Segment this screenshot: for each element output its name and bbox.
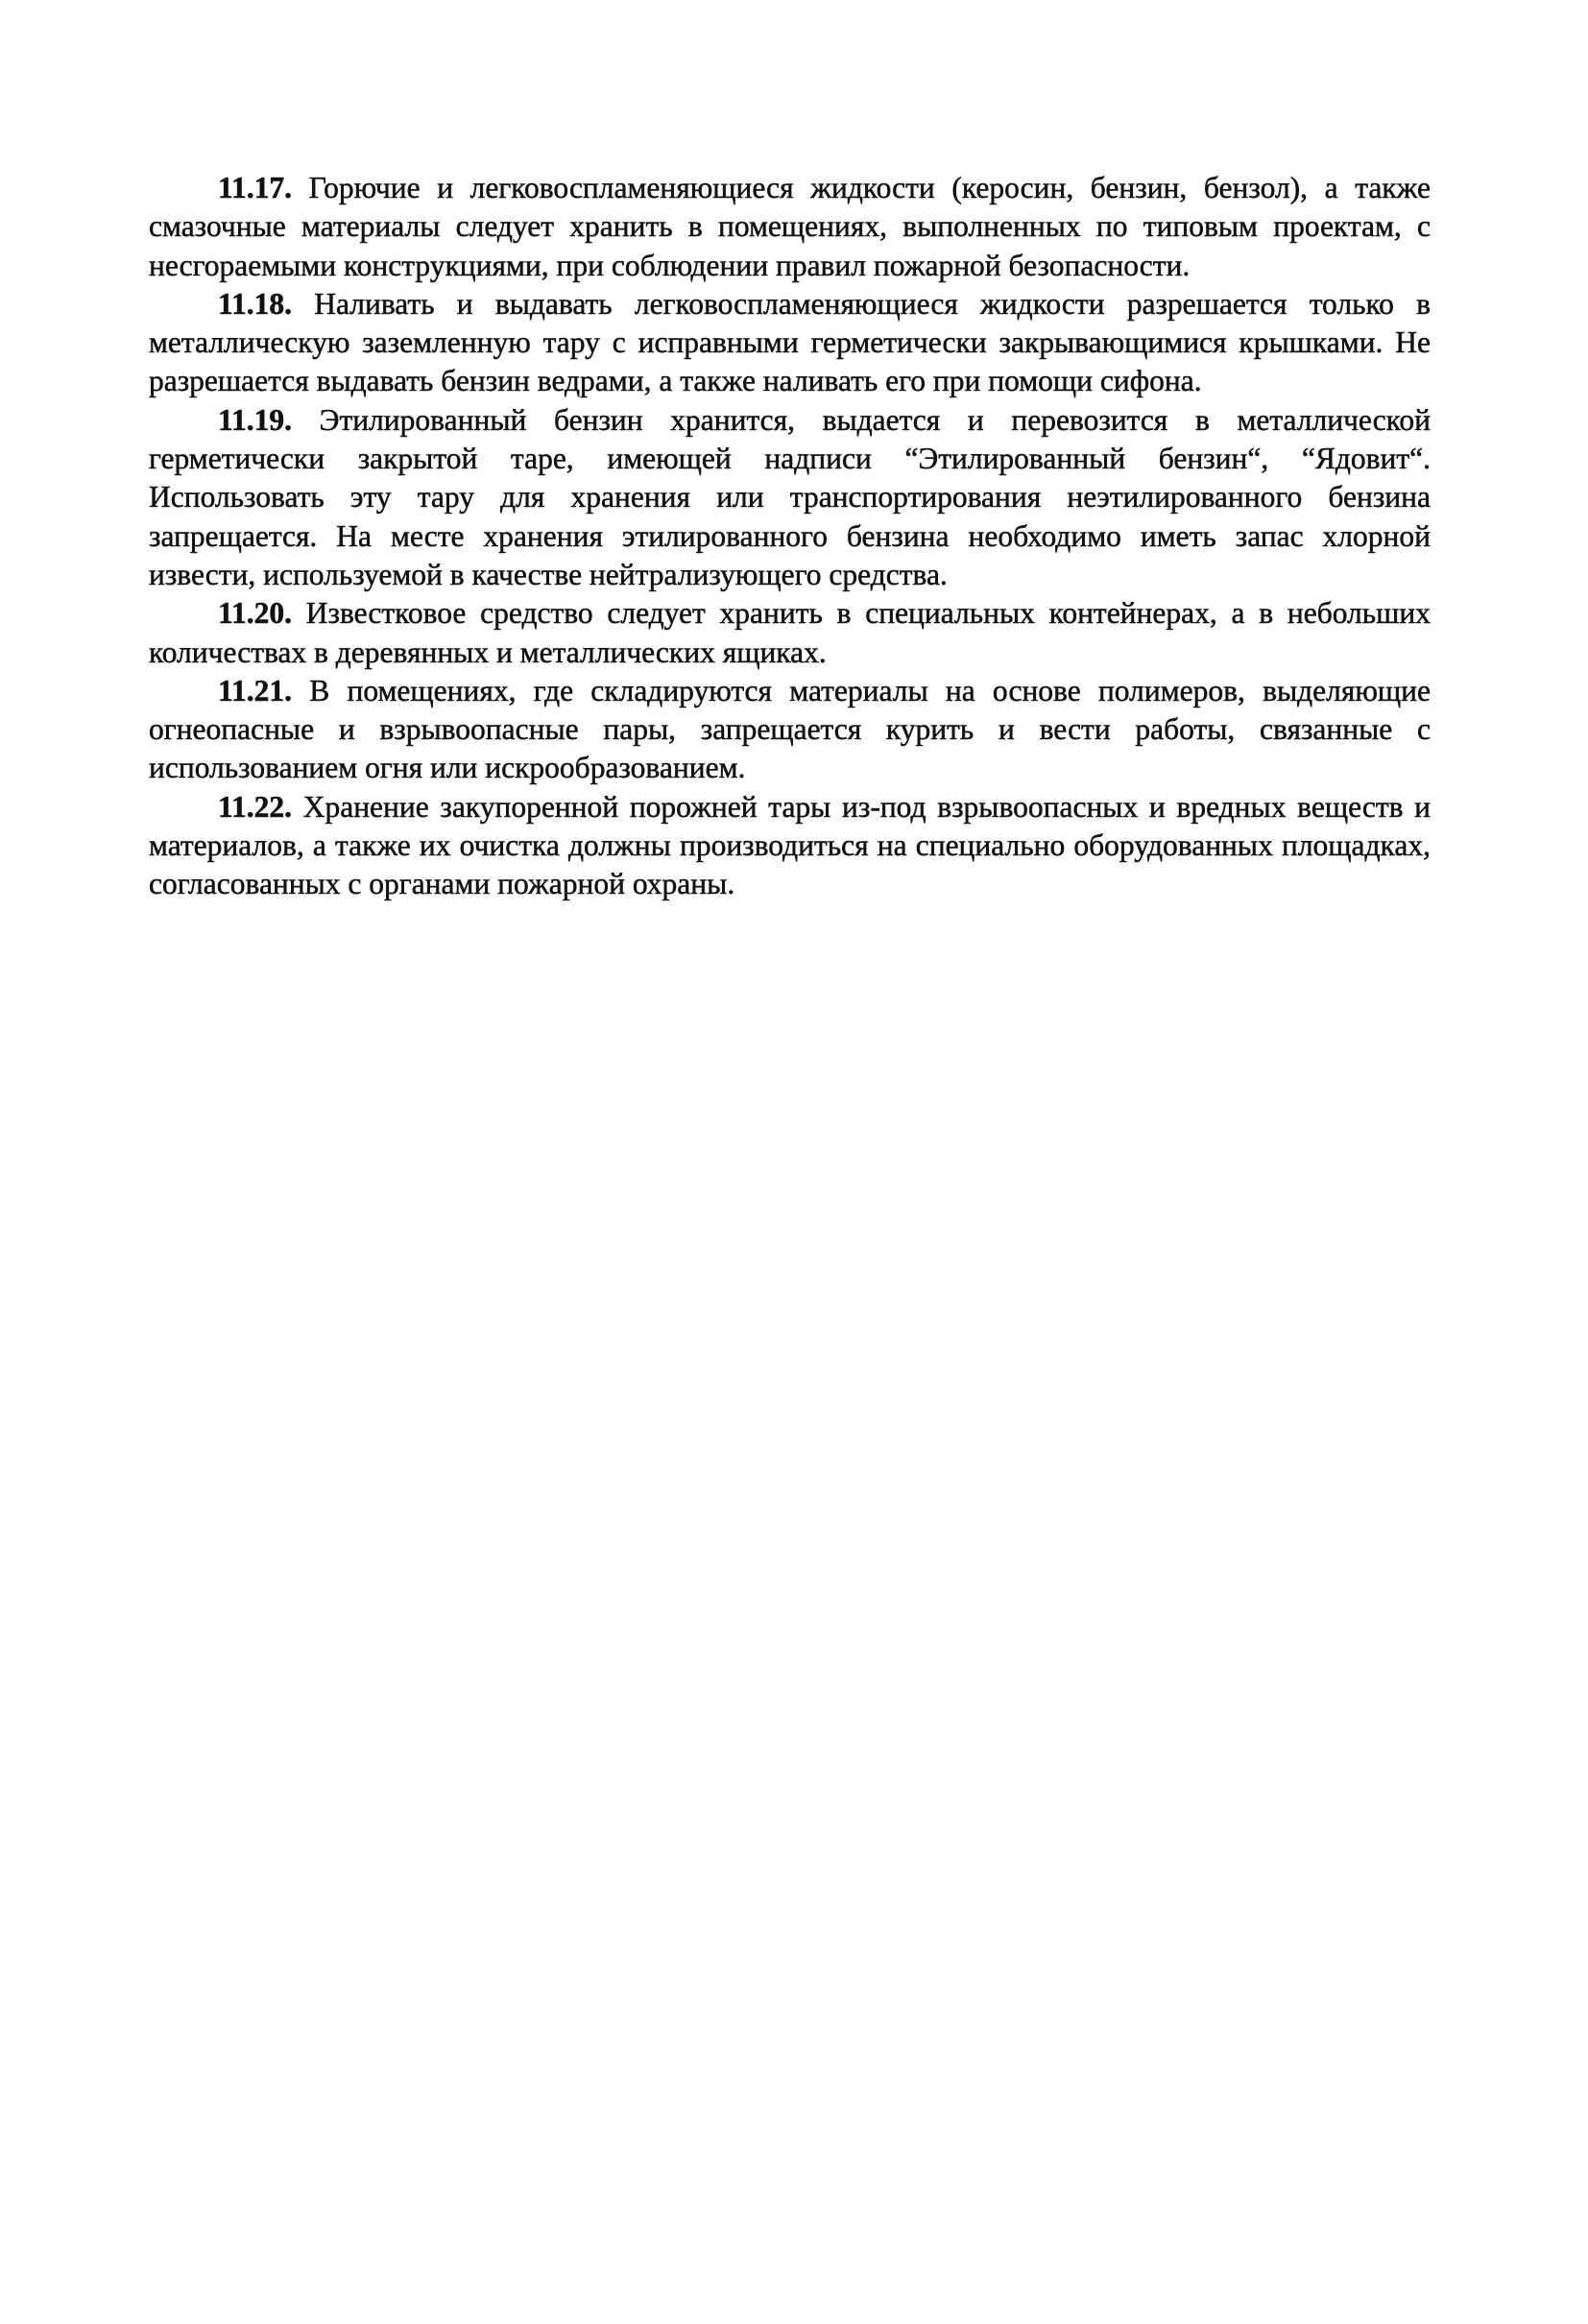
paragraph-11-20 (149, 594, 1431, 672)
paragraph-number: 11.22. (218, 789, 293, 824)
paragraph-11-19 (149, 401, 1431, 594)
document-body (149, 169, 1431, 904)
paragraph-text: Наливать и выдавать легковоспламеняющиеся жидкости разрешается только в металлическую заземленную тару с исправными герметически закрывающимися крышками. Не разрешается выдавать бензин ведрами, а также наливать его при помощи сифона. (149, 286, 1432, 398)
paragraph-11-17 (149, 169, 1431, 285)
paragraph-number: 11.20. (218, 596, 293, 631)
paragraph-number: 11.18. (218, 286, 293, 321)
paragraph-11-21 (149, 672, 1431, 788)
paragraph-number: 11.19. (218, 402, 293, 437)
paragraph-text: В помещениях, где складируются материалы на основе полимеров, выделяющие огнеопасные и взрывоопасные пары, запрещается курить и вести работы, связанные с использованием огня или искрообразованием. (149, 673, 1431, 785)
paragraph-text: Этилированный бензин хранится, выдается и перевозится в металлической герметически закрытой таре, имеющей надписи “Этилированный бензин“, “Ядовит“. Использовать эту тару для хранения или транспортирования неэтилированного бензина запрещается. На месте хранения этилированного бензина необходимо иметь запас хлорной извести, используемой в качестве нейтрализующего средства. (149, 402, 1431, 591)
paragraph-11-22 (149, 788, 1431, 904)
paragraph-text: Известковое средство следует хранить в специальных контейнерах, а в небольших количествах в деревянных и металлических ящиках. (149, 596, 1431, 669)
paragraph-11-18 (149, 285, 1431, 401)
paragraph-text: Горючие и легковоспламеняющиеся жидкости (керосин, бензин, бензол), а также смазочные материалы следует хранить в помещениях, выполненных по типовым проектам, с несгораемыми конструкциями, при соблюдении правил пожарной безопасности. (149, 171, 1432, 282)
paragraph-text: Хранение закупоренной порожней тары из-под взрывоопасных и вредных веществ и материалов, а также их очистка должны производиться на специально оборудованных площадках, согласованных с органами пожарной охраны. (149, 789, 1432, 901)
paragraph-number: 11.17. (218, 171, 293, 204)
paragraph-number: 11.21. (218, 673, 293, 707)
